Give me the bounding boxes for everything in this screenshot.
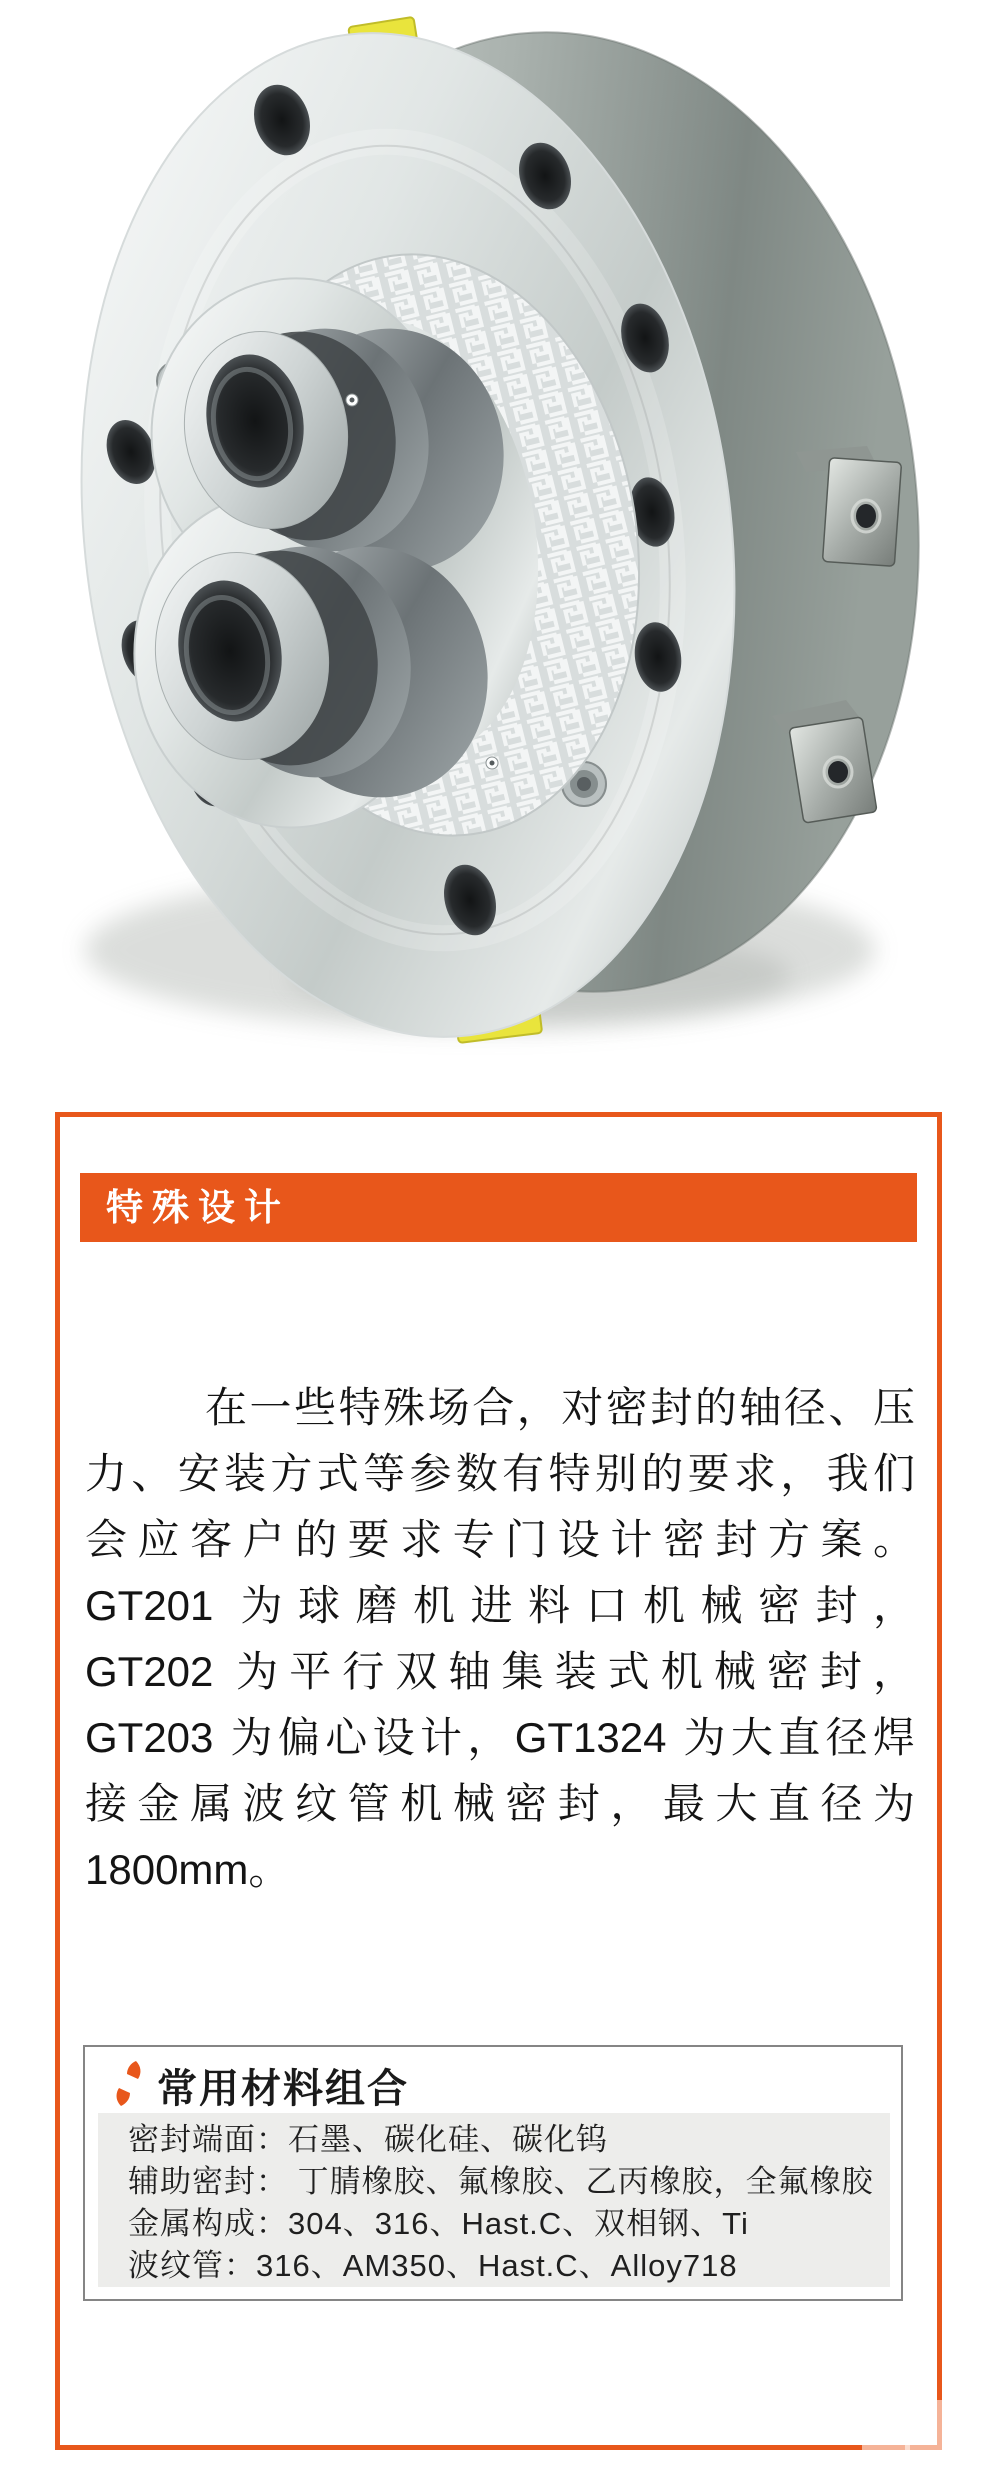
paragraph-line: 力、安装方式等参数有特别的要求，我们 xyxy=(85,1450,915,1497)
paragraph-line: 1800mm。 xyxy=(85,1846,291,1893)
materials-title: 常用材料组合 xyxy=(157,2067,409,2111)
watermark-fragment xyxy=(905,2400,945,2450)
watermark-fragment xyxy=(862,2441,910,2452)
paragraph-line: 接金属波纹管机械密封，最大直径为 xyxy=(85,1780,915,1827)
body-paragraph xyxy=(85,1375,915,1903)
paragraph-line: GT202 为平行双轴集装式机械密封， xyxy=(85,1648,915,1695)
materials-panel xyxy=(98,2113,890,2287)
paragraph-line: GT203 为偏心设计，GT1324 为大直径焊 xyxy=(85,1714,915,1761)
materials-box xyxy=(83,2045,903,2301)
flame-icon xyxy=(115,2060,142,2107)
paragraph-line: 在一些特殊场合，对密封的轴径、压 xyxy=(205,1384,915,1431)
section-title: 特殊设计 xyxy=(106,1187,290,1228)
paragraph-line: 会应客户的要求专门设计密封方案。 xyxy=(85,1516,915,1563)
materials-row: 密封端面：石墨、碳化硅、碳化钨 xyxy=(128,2122,608,2157)
materials-header xyxy=(85,2047,901,2113)
product-photo xyxy=(0,0,985,1060)
special-design-card xyxy=(55,1112,942,2450)
section-header-bar xyxy=(80,1173,917,1242)
paragraph-line: GT201 为球磨机进料口机械密封， xyxy=(85,1582,915,1629)
materials-row: 金属构成：304、316、Hast.C、双相钢、Ti xyxy=(128,2206,749,2241)
materials-row: 波纹管：316、AM350、Hast.C、Alloy718 xyxy=(128,2248,738,2283)
materials-row: 辅助密封： 丁腈橡胶、氟橡胶、乙丙橡胶，全氟橡胶 xyxy=(128,2164,874,2199)
